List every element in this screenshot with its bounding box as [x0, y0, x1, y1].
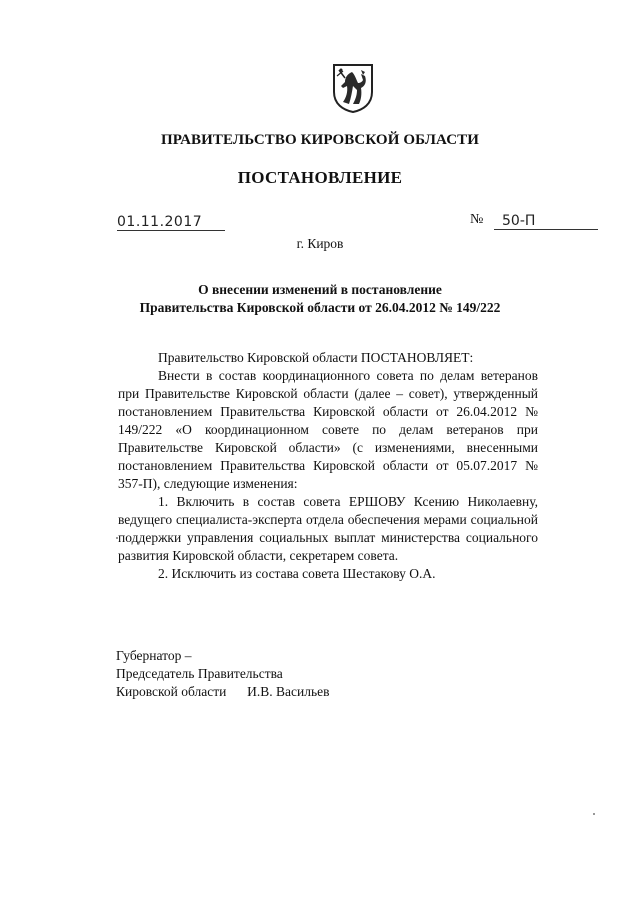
- document-date: 01.11.2017: [117, 214, 225, 231]
- document-number: [470, 212, 600, 232]
- government-title: ПРАВИТЕЛЬСТВО КИРОВСКОЙ ОБЛАСТИ: [161, 132, 479, 148]
- signatory-name: И.В. Васильев: [247, 684, 330, 699]
- subject-line-1: О внесении изменений в постановление: [198, 282, 442, 297]
- signature-block: [116, 647, 416, 701]
- number-value: 50-П: [494, 213, 598, 230]
- document-subject: [0, 281, 640, 317]
- subject-line-2: Правительства Кировской области от 26.04.2012 № 149/222: [139, 300, 501, 315]
- document-body: [118, 349, 538, 583]
- signature-line-1: Губернатор –: [116, 648, 192, 663]
- signature-line-2: Председатель Правительства: [116, 666, 283, 681]
- body-intro: Правительство Кировской области ПОСТАНОВЛЯЕТ:: [158, 350, 474, 365]
- body-main-paragraph: Внести в состав координационного совета по делам ветеранов при Правительстве Кировской области (далее – совет), утвержденный постановлением Правительства Кировской области от 26.04.2012 № 149/222 «О координационном совете по делам ветеранов при Правительстве Кировской области» (с изменениями, внесенными постановлением Правительства Кировской области от 05.07.2017 № 357-П), следующие изменения:: [118, 368, 538, 491]
- signature-region: Кировской области: [116, 684, 227, 699]
- body-item-2: 2. Исключить из состава совета Шестакову О.А.: [158, 566, 436, 581]
- signature-line-3: [116, 683, 416, 701]
- coat-of-arms-icon: [331, 62, 375, 114]
- scan-speck: [593, 813, 595, 815]
- city: г. Киров: [296, 236, 344, 251]
- body-item-1: 1. Включить в состав совета ЕРШОВУ Ксению Николаевну, ведущего специалиста-эксперта отдела обеспечения мерами социальной поддержки управления социальных выплат министерства социального развития Кировской области, секретарем совета.: [118, 494, 538, 563]
- scan-speck: [116, 537, 118, 539]
- number-sign: №: [470, 212, 484, 227]
- document-type: ПОСТАНОВЛЕНИЕ: [237, 168, 403, 187]
